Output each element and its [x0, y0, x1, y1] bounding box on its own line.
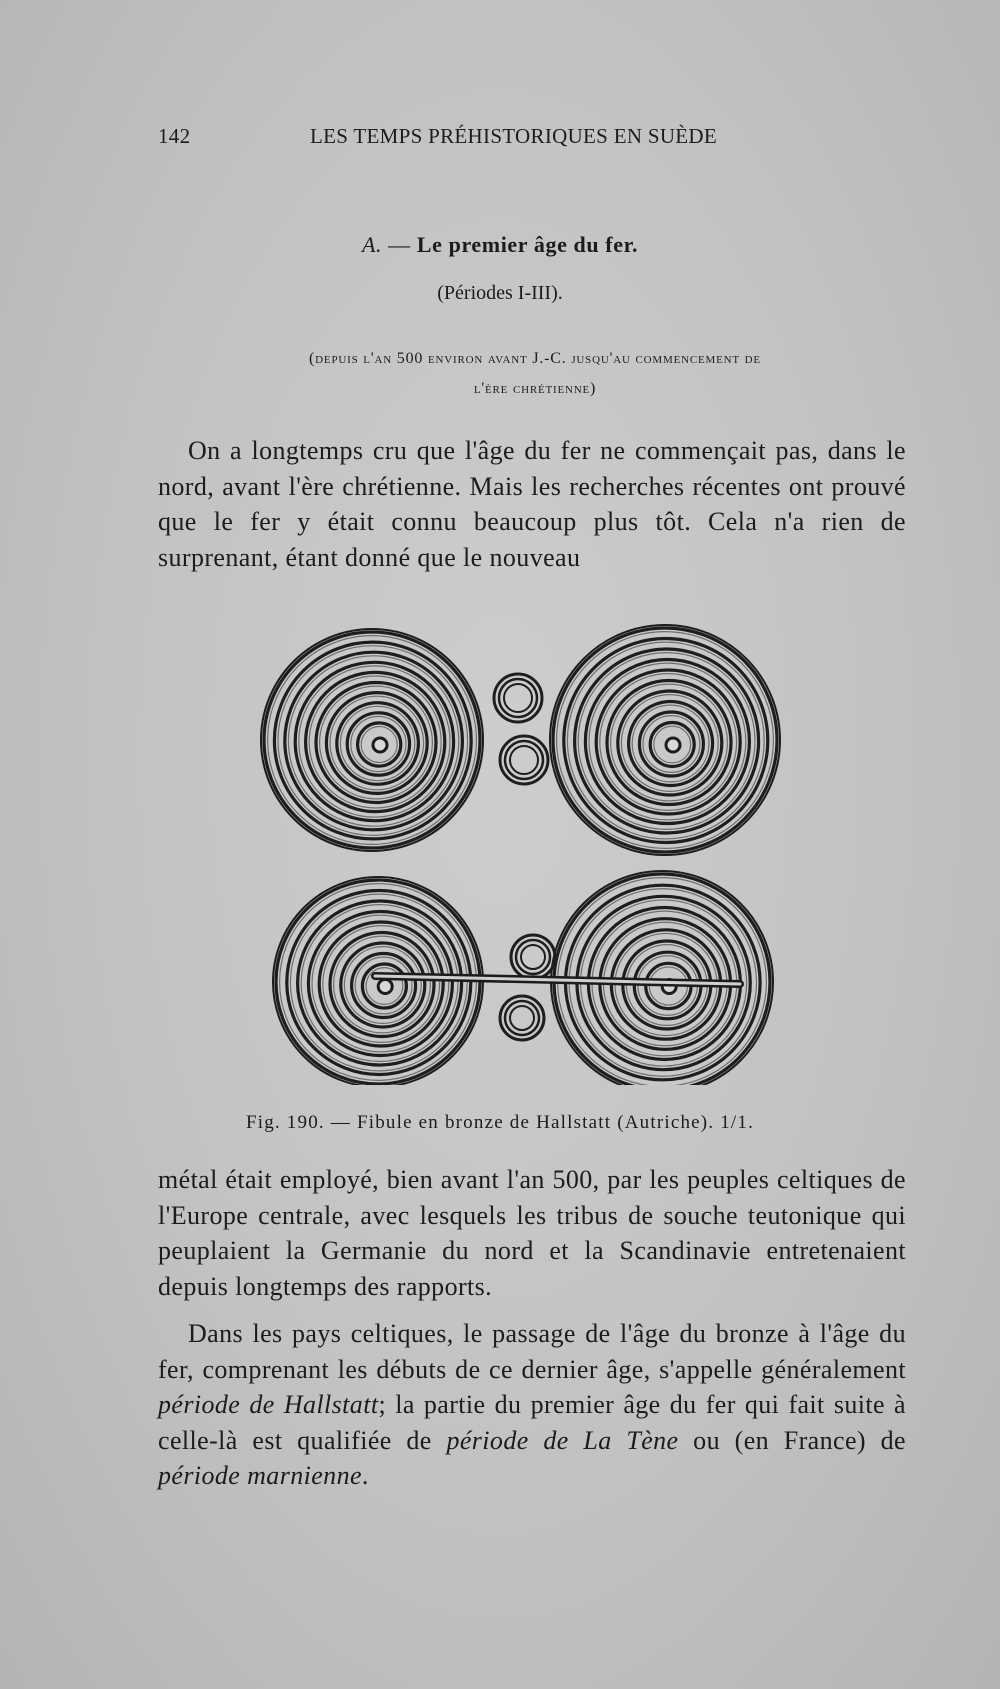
section-title: Le premier âge du fer. [416, 232, 639, 257]
date-range-line-2: l'ère chrétienne) [473, 380, 597, 397]
periods-subtitle: (Périodes I-III). [437, 282, 563, 304]
term-marnienne: période marnienne [158, 1461, 362, 1490]
paragraph-1: On a longtemps cru que l'âge du fer ne commençait pas, dans le nord, avant l'ère chrétienne. Mais les recherches récentes ont prouvé que le fer y était connu beaucoup plus tôt. Cela n'a rien de surprenant, étant donné que le nouveau [158, 436, 906, 572]
paragraph-3-text: ou (en France) de [678, 1425, 906, 1455]
left-spiral-disc [261, 629, 483, 851]
central-loops [500, 935, 555, 1040]
term-la-tene: période de La Tène [446, 1425, 679, 1455]
paragraph-2: métal était employé, bien avant l'an 500, par les peuples celtiques de l'Europe centrale, avec lesquels les tribus de souche teutonique qui peuplaient la Germanie du nord et la Scandinavie entretenaient depuis longtemps des rapports. [158, 1165, 906, 1301]
fibula-engraving [250, 620, 790, 1085]
section-heading [0, 232, 1000, 258]
paragraph-3 [158, 1316, 906, 1494]
date-range [205, 344, 865, 404]
section-letter: A. [361, 232, 383, 257]
right-spiral-disc [550, 625, 780, 855]
fibula-top-view [261, 625, 780, 855]
paragraph-3-text: Dans les pays celtiques, le passage de l'âge du bronze à l'âge du fer, comprenant les débuts de ce dernier âge, s'appelle généralement [158, 1319, 906, 1384]
paragraph-3-text: ; la partie du premier âge du fer qui fait suite à celle-là est qualifiée de [158, 1390, 906, 1455]
fibula-bottom-view [273, 871, 773, 1085]
paragraph-3-text: . [361, 1461, 369, 1490]
term-hallstatt: période de Hallstatt [158, 1390, 379, 1419]
date-range-line-1: (depuis l'an 500 environ avant J.-C. jusqu'au commencement de [309, 350, 761, 367]
figure-caption: Fig. 190. — Fibule en bronze de Hallstatt (Autriche). 1/1. [245, 1112, 755, 1133]
fibula-illustration [250, 620, 790, 1085]
running-title: LES TEMPS PRÉHISTORIQUES EN SUÈDE [310, 124, 718, 148]
page-number: 142 [158, 124, 191, 148]
central-loops [494, 674, 548, 784]
section-dash: — [382, 232, 417, 257]
